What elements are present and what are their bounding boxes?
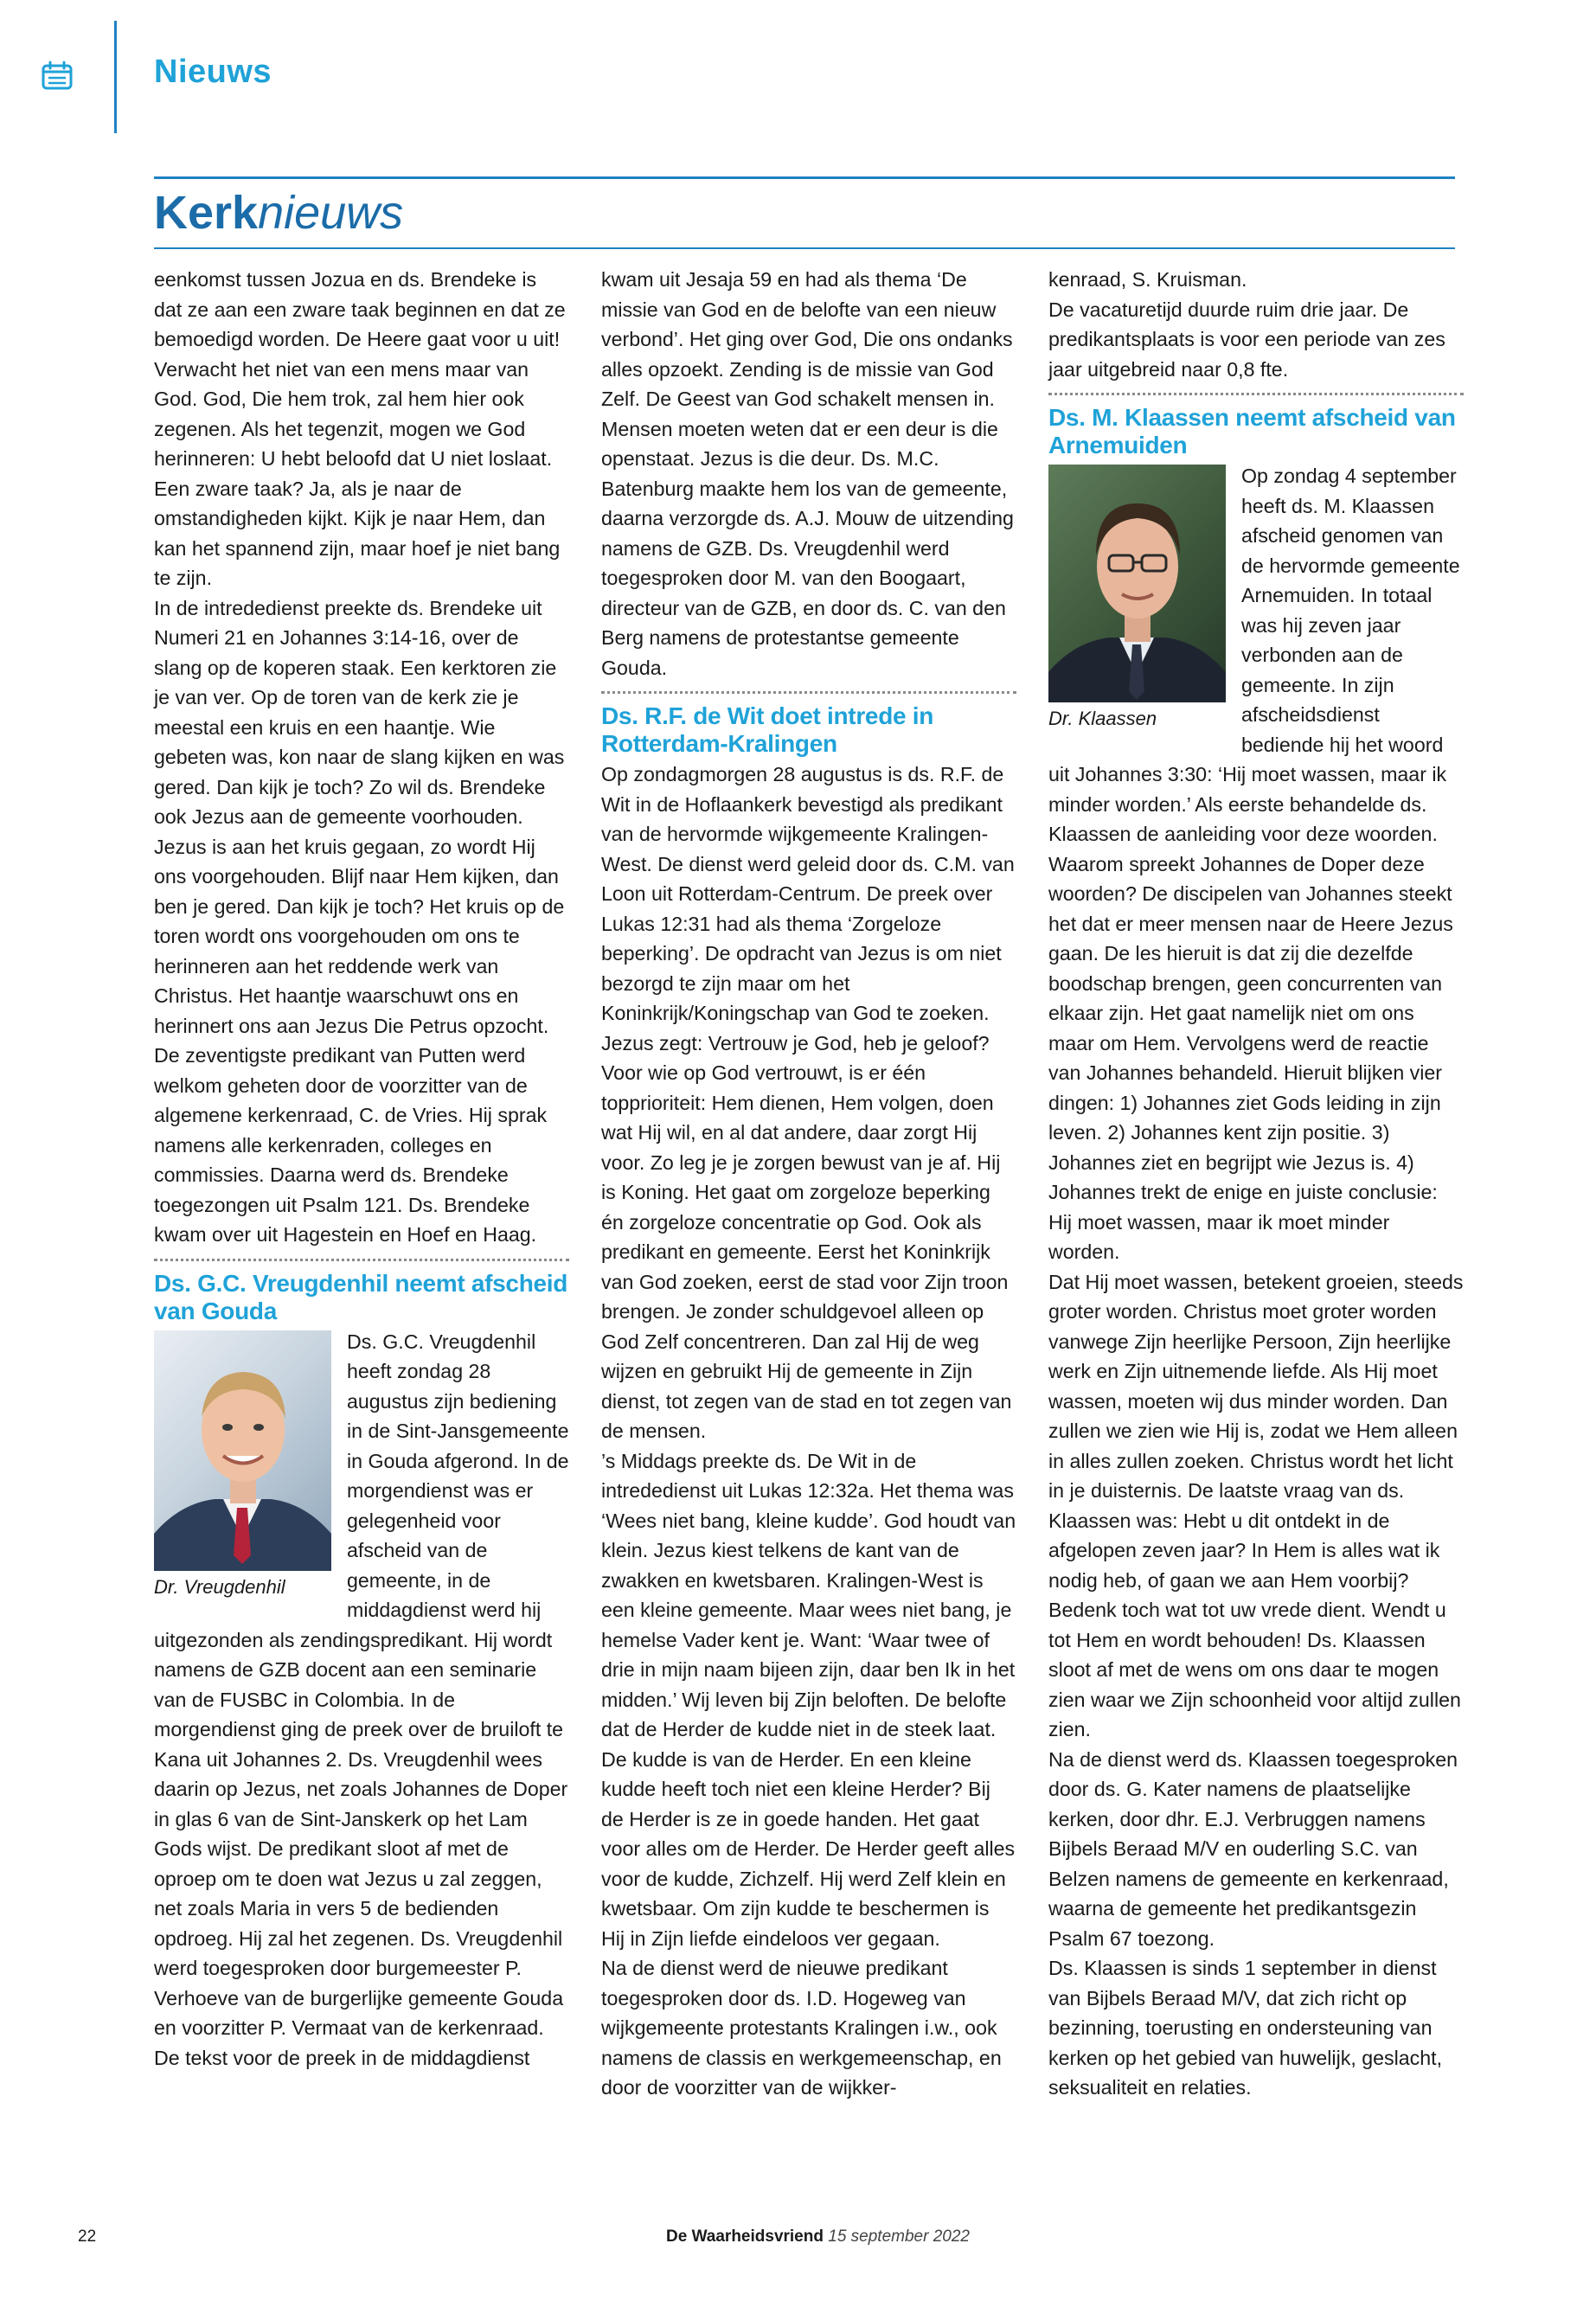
publication-name: De Waarheidsvriend bbox=[666, 2227, 824, 2246]
article-lead-start bbox=[154, 1327, 569, 2043]
title-rule-bottom bbox=[154, 247, 1455, 249]
paragraph: ’s Middags preekte ds. De Wit in de intrededienst uit Lukas 12:32a. Het thema was ‘Wees niet bang, kleine kudde’. God houdt van klein. Jezus kiest telkens de kant van de zwakken en kwetsbaren. Kralingen-West is een kleine gemeente. Maar wees niet bang, je hemelse Vader kent je. Want: ‘Waar twee of drie in mijn naam bijeen zijn, daar ben Ik in het midden.’ Wij leven bij Zijn beloften. De belofte dat de Herder de kudde niet in de steek laat. De kudde is van de Herder. En een kleine kudde heeft toch niet een kleine Herder? Bij de Herder is ze in goede handen. Het gaat voor alles om de Herder. De Herder geeft alles voor de kudde, Zichzelf. Hij werd Zelf klein en kwetsbaar. Om zijn kudde te beschermen is Hij in Zijn liefde eindeloos ver gegaan. bbox=[601, 1449, 1016, 1950]
article-heading-de-wit: Ds. R.F. de Wit doet intrede in Rotterdam-Kralingen bbox=[601, 702, 934, 757]
page-number: 22 bbox=[78, 2227, 97, 2246]
paragraph: De zeventigste predikant van Putten werd welkom geheten door de voorzitter van de algemene kerkenraad, C. de Vries. Hij sprak namens alle kerkenraden, colleges en commissies. Daarna werd ds. Brendeke toegezongen uit Psalm 121. Ds. Brendeke kwam over uit Hagestein en Hoef en Haag. bbox=[154, 1044, 548, 1246]
paragraph: Na de dienst werd de nieuwe predikant toegesproken door ds. I.D. Hogeweg van wijkgemeente protestants Kralingen i.w., ook namens de classis en werkgemeenschap, en door de voorzitter van de wijkker- bbox=[601, 1957, 1002, 2099]
column-3 bbox=[1048, 265, 1464, 2103]
page-title bbox=[154, 180, 403, 246]
paragraph: In de intrededienst preekte ds. Brendeke uit Numeri 21 en Johannes 3:14-16, over de slang op de koperen staak. Een kerktoren zie je van ver. Op de toren van de kerk zie je meestal een kruis en een haantje. Wie gebeten was, kon naar de slang kijken en was gered. Dan kijk je toch? Zo wil ds. Brendeke ook Jezus aan de gemeente voorhouden. Jezus is aan het kruis gegaan, zo wordt Hij ons voorgehouden. Blijf naar Hem kijken, dan ben je gered. Dan kijk je toch? Het kruis op de toren wordt ons voorgehouden om ons te herinneren aan het reddende werk van Christus. Het haantje waarschuwt ons en herinnert ons aan Jezus Die Petrus opzocht. bbox=[154, 596, 565, 1037]
dotted-divider bbox=[154, 1259, 569, 1261]
portrait-image bbox=[1048, 465, 1226, 702]
footer-publication bbox=[666, 2227, 970, 2247]
article-lead: Ds. G.C. Vreugdenhil heeft zondag 28 augustus zijn bediening in de Sint-Jansgemeente in Gouda afgerond. In de morgendienst was er gelegenheid voor afscheid van de gemeente, in de middagdienst werd hij uitgezonden als zendingspredikant. Hij wordt namens de GZB docent aan een seminarie van de FUSBC in Colombia. In de morgendienst ging de preek over de bruiloft te Kana uit Johannes 2. Ds. Vreugdenhil wees daarin op Jezus, net zoals Johannes de Doper in glas 6 van de Sint-Janskerk op het Lam Gods wijst. De predikant sloot af met de oproep om te doen wat Jezus u zal zeggen, net zoals Maria in vers 5 de bedienden opdroeg. Hij zal het zegenen. Ds. Vreugdenhil werd toegesproken door burgemeester P. Verhoeve van de burgerlijke gemeente Gouda en voorzitter P. Vermaat van de kerkenraad. bbox=[154, 1330, 569, 2039]
paragraph: Dat Hij moet wassen, betekent groeien, steeds groter worden. Christus moet groter worden vanwege Zijn heerlijke Persoon, Zijn heerlijke werk en Zijn uitnemende liefde. Als Hij moet wassen, moeten wij dus minder worden. Dan zullen we zien wie Hij is, zodat we Hem alleen in alles zullen zoeken. Christus wordt het licht in je duisternis. De laatste vraag van ds. Klaassen was: Hebt u dit ontdekt in de afgelopen zeven jaar? In Hem is alles wat ik nodig heb, of gaan we aan Hem voorbij? Bedenk toch wat tot uw vrede dient. Wendt u tot Hem en wordt behouden! Ds. Klaassen sloot af met de wens om ons daar te mogen zien waar we Zijn schoonheid voor altijd zullen zien. bbox=[1048, 1270, 1464, 1740]
paragraph: De vacaturetijd duurde ruim drie jaar. De predikantsplaats is voor een periode van zes jaar uitgebreid naar 0,8 fte. bbox=[1048, 298, 1445, 381]
title-rule-top bbox=[154, 176, 1455, 179]
calendar-icon bbox=[42, 61, 73, 90]
photo-vreugdenhil bbox=[154, 1330, 331, 1602]
section-divider bbox=[114, 21, 117, 133]
article-lead: Op zondag 4 september heeft ds. M. Klaassen afscheid genomen van de hervormde gemeente Arnemuiden. In totaal was hij zeven jaar verbonden aan de gemeente. In zijn afscheidsdienst bediende hij het woord uit Johannes 3:30: ‘Hij moet wassen, maar ik minder worden.’ Als eerste behandelde ds. Klaassen de aanleiding voor deze woorden. Waarom spreekt Johannes de Doper deze woorden? De discipelen van Johannes steekt het dat er meer mensen naar de Heere Jezus gaan. De les hieruit is dat zij die dezelfde boodschap brengen, geen concurrenten van elkaar zijn. Het gaat namelijk niet om ons maar om Hem. Vervolgens werd de reactie van Johannes behandeld. Hieruit blijken vier dingen: 1) Johannes ziet Gods leiding in zijn leven. 2) Johannes kent zijn positie. 3) Johannes ziet en begrijpt wie Jezus is. 4) Johannes trekt de enige en juiste conclusie: Hij moet wassen, maar ik moet minder worden. bbox=[1048, 465, 1460, 1263]
column-2 bbox=[601, 265, 1016, 2103]
publication-date: 15 september 2022 bbox=[828, 2227, 970, 2246]
photo-caption: Dr. Klaassen bbox=[1048, 708, 1157, 729]
title-bold: Kerk bbox=[154, 187, 259, 239]
article-heading-vreugdenhil: Ds. G.C. Vreugdenhil neemt afscheid van Gouda bbox=[154, 1269, 568, 1324]
title-italic: nieuws bbox=[258, 187, 404, 239]
section-label: Nieuws bbox=[154, 54, 272, 90]
paragraph: Na de dienst werd ds. Klaassen toegesproken door ds. G. Kater namens de plaatselijke kerken, door dhr. E.J. Verbruggen namens Bijbels Beraad M/V en ouderling S.C. van Belzen namens de gemeente en kerkenraad, waarna de gemeente het predikantsgezin Psalm 67 toezong. bbox=[1048, 1747, 1458, 1950]
photo-caption: Dr. Vreugdenhil bbox=[154, 1575, 285, 1598]
article-lead-start bbox=[1048, 461, 1464, 1267]
portrait-image bbox=[154, 1330, 331, 1571]
paragraph: Ds. Klaassen is sinds 1 september in dienst van Bijbels Beraad M/V, dat zich richt op bezinning, toerusting en ondersteuning van kerken op het gebied van huwelijk, geslacht, seksualiteit en relaties. bbox=[1048, 1957, 1443, 2099]
paragraph: kwam uit Jesaja 59 en had als thema ‘De missie van God en de belofte van een nieuw verbond’. Het ging over God, Die ons ondanks alles opzoekt. Zending is de missie van God Zelf. De Geest van God schakelt mensen in. Mensen moeten weten dat er een deur is die openstaat. Jezus is die deur. Ds. M.C. Batenburg maakte hem los van de gemeente, daarna verzorgde ds. A.J. Mouw de uitzending namens de GZB. Ds. Vreugdenhil werd toegesproken door M. van den Boogaart, directeur van de GZB, en door ds. C. van den Berg namens de protestantse gemeente Gouda. bbox=[601, 268, 1014, 679]
column-1 bbox=[154, 265, 569, 2073]
paragraph: kenraad, S. Kruisman. bbox=[1048, 268, 1247, 291]
paragraph: eenkomst tussen Jozua en ds. Brendeke is dat ze aan een zware taak beginnen en dat ze bemoedigd worden. De Heere gaat voor u uit! Verwacht het niet van een mens maar van God. God, Die hem trok, zal hem hier ook zegenen. Als het tegenzit, mogen we God herinneren: U hebt beloofd dat U niet loslaat. Een zware taak? Ja, als je naar de omstandigheden kijkt. Kijk je naar Hem, dan kan het spannend zijn, maar hoef je niet bang te zijn. bbox=[154, 268, 566, 589]
photo-klaassen bbox=[1048, 465, 1226, 734]
paragraph: Op zondagmorgen 28 augustus is ds. R.F. de Wit in de Hoflaankerk bevestigd als predikant van de hervormde wijkgemeente Kralingen-West. De dienst werd geleid door ds. C.M. van Loon uit Rotterdam-Centrum. De preek over Lukas 12:31 had als thema ‘Zorgeloze beperking’. De opdracht van Jezus is om niet bezorgd te zijn maar om het Koninkrijk/Koningschap van God te zoeken. Jezus zegt: Vertrouw je God, heb je geloof? Voor wie op God vertrouwt, is er één topprioriteit: Hem dienen, Hem volgen, doen wat Hij wil, en al dat andere, daar zorgt Hij voor. Zo leg je je zorgen bewust van je af. Hij is Koning. Het gaat om zorgeloze beperking én zorgeloze concentratie op God. Ook als predikant en gemeente. Eerst het Koninkrijk van God zoeken, eerst de stad voor Zijn troon brengen. Je zonder schuldgevoel alleen op God Zelf concentreren. Dan zal Hij de weg wijzen en gebruikt Hij de gemeente in Zijn dienst, tot zegen van de stad en tot zegen van de mensen. bbox=[601, 763, 1015, 1442]
dotted-divider bbox=[1048, 393, 1464, 395]
article-heading-klaassen: Ds. M. Klaassen neemt afscheid van Arnemuiden bbox=[1048, 404, 1456, 458]
dotted-divider bbox=[601, 691, 1016, 694]
paragraph: De tekst voor de preek in de middagdienst bbox=[154, 2046, 530, 2069]
